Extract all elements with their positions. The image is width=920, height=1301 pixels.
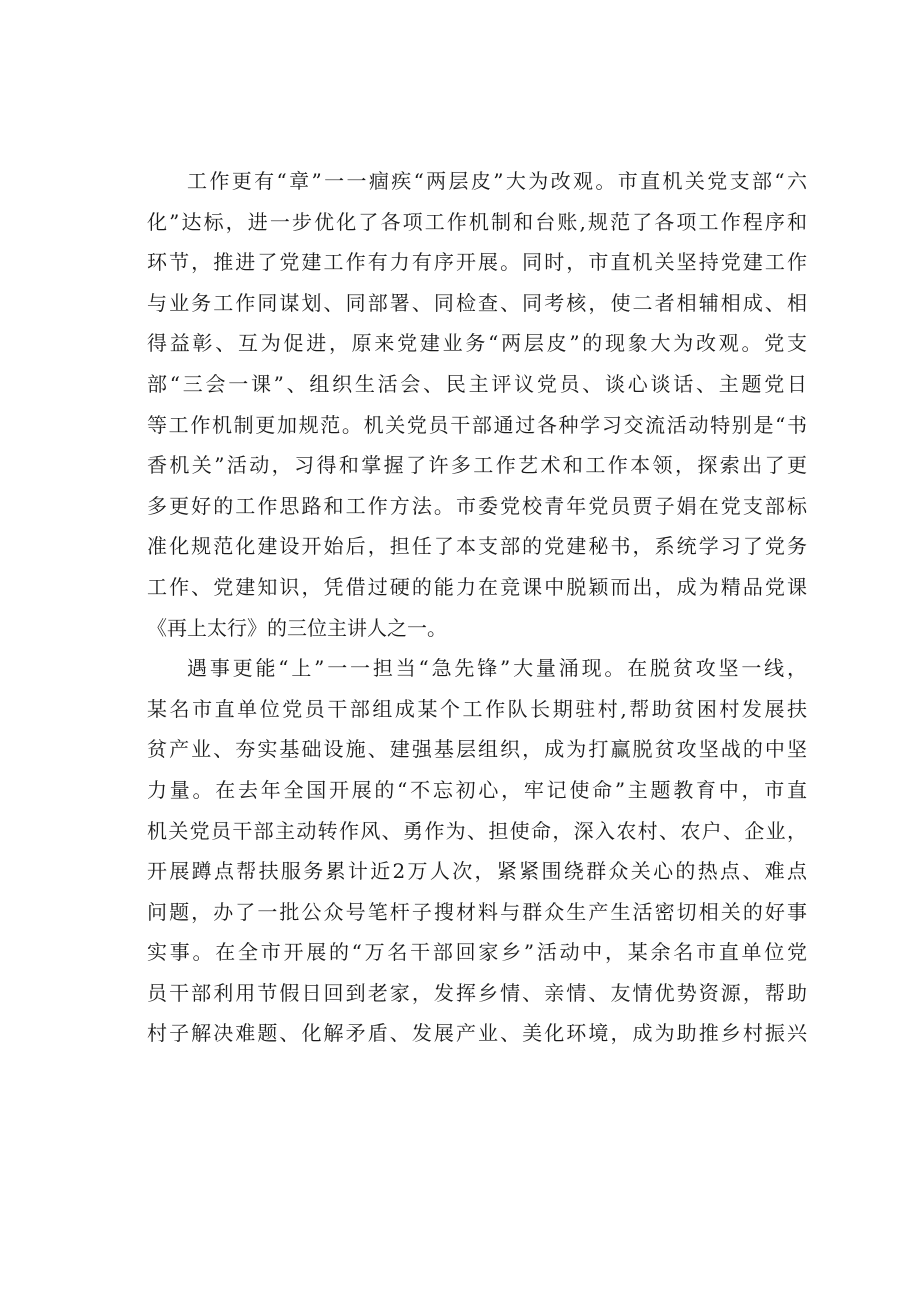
text-line: 与业务工作同谋划、同部署、同检查、同考核，使二者相辅相成、相 xyxy=(147,290,807,315)
text-line: 村子解决难题、化解矛盾、发展产业、美化环境，成为助推乡村振兴 xyxy=(147,1021,807,1046)
text-line: 工作更有“章”一一痼疾“两层皮”大为改观。市直机关党支部“六 xyxy=(187,169,807,193)
text-line: 实事。在全市开展的“万名干部回家乡”活动中，某余名市直单位党 xyxy=(147,940,807,965)
text-line: 员干部利用节假日回到老家，发挥乡情、亲情、友情优势资源，帮助 xyxy=(147,980,807,1005)
document-body xyxy=(147,161,807,1054)
text-line: 《再上太行》的三位主讲人之一。 xyxy=(147,615,447,640)
text-line: 部“三会一课”、组织生活会、民主评议党员、谈心谈话、主题党日 xyxy=(147,371,807,396)
text-line: 遇事更能“上”一一担当“急先锋”大量涌现。在脱贫攻坚一线， xyxy=(187,656,807,681)
text-line: 开展蹲点帮扶服务累计近2万人次，紧紧围绕群众关心的热点、难点 xyxy=(147,859,807,884)
text-line: 问题，办了一批公众号笔杆子搜材料与群众生产生活密切相关的好事 xyxy=(147,899,807,924)
text-line: 某名市直单位党员干部组成某个工作队长期驻村,帮助贫困村发展扶 xyxy=(147,696,807,721)
paragraph-1 xyxy=(147,161,807,648)
text-line: 机关党员干部主动转作风、勇作为、担使命，深入农村、农户、企业， xyxy=(147,818,807,843)
text-line: 准化规范化建设开始后，担任了本支部的党建秘书，系统学习了党务 xyxy=(147,534,807,559)
text-line: 多更好的工作思路和工作方法。市委党校青年党员贾子娟在党支部标 xyxy=(147,493,807,518)
text-line: 香机关”活动，习得和掌握了许多工作艺术和工作本领，探索出了更 xyxy=(147,453,807,478)
text-line: 得益彰、互为促进，原来党建业务“两层皮”的现象大为改观。党支 xyxy=(147,331,807,356)
paragraph-2 xyxy=(147,648,807,1054)
text-line: 等工作机制更加规范。机关党员干部通过各种学习交流活动特别是“书 xyxy=(147,412,807,437)
text-line: 贫产业、夯实基础设施、建强基层组织，成为打赢脱贫攻坚战的中坚 xyxy=(147,737,807,762)
text-line: 环节，推进了党建工作有力有序开展。同时，市直机关坚持党建工作 xyxy=(147,250,807,275)
text-line: 工作、党建知识，凭借过硬的能力在竞课中脱颖而出，成为精品党课 xyxy=(147,574,807,599)
text-line: 力量。在去年全国开展的“不忘初心，牢记使命”主题教育中，市直 xyxy=(147,777,807,802)
text-line: 化”达标，进一步优化了各项工作机制和台账,规范了各项工作程序和 xyxy=(147,209,807,234)
